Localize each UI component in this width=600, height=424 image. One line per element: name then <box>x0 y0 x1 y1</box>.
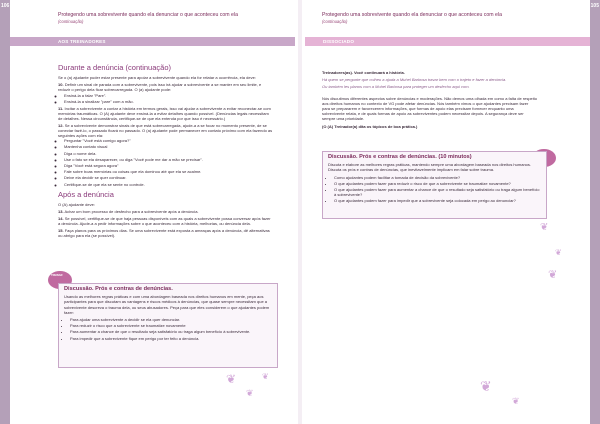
bullet-item: ◦ Deixe ela decidir se quer continuar. <box>64 175 273 180</box>
item-number: 11. <box>58 105 64 111</box>
bullet-item: • Como ajudantes podem facilitar a tomada de decisão da sobrevivente? <box>334 175 541 180</box>
right-page-number: 105 <box>590 3 599 9</box>
item-text: Definir um sinal de parada com a sobrevivente, pois isso irá ajudar a sobrevivente a se manter em seu limite, e reduzir o perigo dela ficar sobrecarregada. O (a) ajudante pode: <box>58 82 262 93</box>
left-header <box>58 12 238 24</box>
item-text: Se possível, certifique-se de que haja pessoas disponíveis com as quais a sobrevivente possa conversar após fazer a denúncia. Ajude-a a pedir informações sobre o que aconteceu com a história, melhorias, ou denúncia dela. <box>58 215 271 226</box>
item-number: 14. <box>58 215 64 221</box>
item-text: Se a sobrevivente demonstrar sinais de que está sobrecarregada, ajude-a a se focar no momento presente, de se conectar fazê-lo, o passado ficará no passado. O (a) ajudante pode permanecer em contato próximo com ela fazendo as seguintes ações com ela: <box>58 122 273 139</box>
list-item <box>58 123 273 187</box>
bullet-item: ◦ Ensiná-la a falar "Pare". <box>64 93 273 98</box>
page-gutter <box>298 0 302 424</box>
trainer-lead: Treinadores(as). Você continuará a história. <box>322 70 405 75</box>
bullet-item: • O que ajudantes podem fazer para impedir que a sobrevivente seja colocada em perigo ao denunciar? <box>334 198 541 203</box>
left-section-label: PARTE III - TREINAMENTO <box>12 83 18 142</box>
butterfly-icon: ❦ <box>555 248 562 257</box>
bullet-item: • Para aumentar a chance de que o resultado seja satisfatório ou traga algum benefício à sobrevivente. <box>70 329 272 334</box>
bullet-item: • O que ajudantes podem fazer para aumentar a chance de que o resultado seja satisfatório ou traga algum benefício à sobrevivente? <box>334 187 541 197</box>
training-badge-icon: TREINAR <box>48 271 72 289</box>
left-band <box>10 37 295 46</box>
bullet-item: ◦ Fale sobre boas memórias ou coisas que ela dominou até que ela se acalme. <box>64 169 273 174</box>
list-item <box>58 216 273 226</box>
butterfly-icon: ❦ <box>262 372 269 381</box>
list-item <box>58 228 273 238</box>
right-side-strip <box>582 0 600 424</box>
bullet-item: • Para reduzir o risco que a sobrevivente se traumatize novamente <box>70 323 272 328</box>
summary-paragraph: Nós discutimos diferentes aspectos sobre denúncias e moderações. Não demos uma olhada em como a falta de respeito aos direitos humanos no contexto de VG pode afetar denúncias. Nós também vimos o que ajudantes precisam fazer para se prepararem e favorecerem informações, que formas de apoio elas precisam fornecer enquanto uma sobrevivente relata, e de quais formas de apoio as sobreviventes podem necessitar depois. A segurança deve ser sempre uma prioridade. <box>322 95 538 122</box>
right-section-label: PARTE III - TREINAMENTO <box>582 83 588 142</box>
butterfly-icon: ❦ <box>512 396 520 406</box>
list-item <box>58 106 273 122</box>
right-content <box>322 70 537 131</box>
butterfly-icon: ❦ <box>246 388 254 398</box>
discussion-intro: Usando as melhores regras práticas e com uma abordagem baseada nos direitos humanos em mente, peça aos participantes para que discutam as vantagens e riscos médicos à denúncias, que quase sempre necessitam que a sobrevivente descreva o trauma dela, ou seus abusadores. Peça para que eles considerem o que ajudantes podem fazer: <box>64 294 270 315</box>
right-header <box>322 12 502 24</box>
list-item <box>58 209 273 214</box>
discussion-title: Discussão. Prós e contras de denúncias. (10 minutos) <box>328 154 472 160</box>
list-item <box>58 82 273 104</box>
item-text: Faça planos para os próximos dias. Se uma sobrevivente está exposta a ameaças após a denúncia, dê alternativas ou abrigo para ela (se possível). <box>58 227 270 238</box>
left-content <box>58 64 273 240</box>
right-band <box>305 37 590 46</box>
left-side-strip <box>0 0 18 424</box>
butterfly-icon: ❦ <box>540 222 549 233</box>
bullet-item: • Para impedir que a sobrevivente fique em perigo por ter feito a denúncia. <box>70 336 272 341</box>
bullet-item: • O que ajudantes podem fazer para reduzir o risco de que a sobrevivente se traumatize novamente? <box>334 181 541 186</box>
bullet-item: ◦ Certifique-se de que ela se sente no controle. <box>64 182 273 187</box>
item-number: 10. <box>58 82 64 88</box>
item-number: 13. <box>58 209 64 215</box>
bullet-item: ◦ Diga o nome dela. <box>64 151 273 156</box>
bullet-item: ◦ Ensiná-la a sinalizar "pare" com a mão. <box>64 99 273 104</box>
section-title-after: Após a denúncia <box>58 189 114 199</box>
story-italic-2: Ou também les planos com a Muhel Barbosa para proteger um desfecho aqui com. <box>322 84 470 90</box>
left-page-number: 106 <box>1 3 10 9</box>
item-number: 12. <box>58 122 64 128</box>
left-band-label: AOS TREINADORES <box>58 39 106 44</box>
left-header-title: Protegendo uma sobrevivente quando ela denunciar o que aconteceu com ela <box>58 12 238 18</box>
discussion-title: Discussão. Prós e contras de denúncias. <box>64 286 173 292</box>
butterfly-icon: ❦ <box>226 372 237 386</box>
right-header-title: Protegendo uma sobrevivente quando ela denunciar o que aconteceu com ela <box>322 12 502 18</box>
left-header-subtitle: (continuação) <box>58 19 84 24</box>
bullet-item: ◦ Perguntar "Você está comigo agora?" <box>64 138 273 143</box>
discussion-intro: Discuta e elabore as melhores regras práticas, mantendo sempre uma abordagem baseada nos direitos humanos. Discuta os prós e contras de denúncias, que inevitavelmente implicam em falar sobre trauma. <box>328 162 531 173</box>
left-discussion-box <box>58 283 278 368</box>
intro-text: Se o (a) ajudante puder estar presente para apoiar a sobrevivente quando ela for relatar a ocorrência, ela deve: <box>58 75 256 80</box>
bullet-item: ◦ Mantenha contato visual <box>64 144 273 149</box>
section-title-during: Durante a denúncia (continuação) <box>58 63 171 72</box>
story-italic-1: Há quem se pergunte que colheu a ajuda a Muhel Barbosa travar bem com o trajeto e fazer a denúncia. <box>322 77 507 83</box>
butterfly-icon: ❦ <box>480 378 492 394</box>
bullet-item: ◦ Use o fato se ela desaparecer, ou diga "Você pode me dar a mão se precisar". <box>64 157 273 162</box>
after-intro: O (A) ajudante deve: <box>58 201 95 207</box>
bullet-item: • Para ajudar uma sobrevivente a decidir se ela quer denunciar. <box>70 317 272 322</box>
right-band-label: DISSOCIADO <box>323 39 355 44</box>
butterfly-icon: ❦ <box>548 269 558 281</box>
item-text: Incitar a sobrevivente a contar a história em termos gerais, isso vai ajudar a sobrevivente a evitar reconectar-se com memórias traumáticas. O (A) ajudante deve ensiná-la a evitar detalhes quando possível. (Denúncias legais necessitam de detalhes. Nessa circunstância, certifique-se de que ela entenda por que isso é necessário.) <box>58 105 271 121</box>
trainer-ask: (O (A) Treinador(a) dita os tópicos de boa prática.) <box>322 123 418 129</box>
bullet-item: ◦ Diga "Você está segura agora" <box>64 163 273 168</box>
right-discussion-box <box>322 151 547 219</box>
item-text: Achar um bom processo de desfecho para a sobrevivente após a denúncia. <box>64 209 199 215</box>
right-header-subtitle: (continuação) <box>322 19 348 24</box>
item-number: 15. <box>58 227 64 233</box>
